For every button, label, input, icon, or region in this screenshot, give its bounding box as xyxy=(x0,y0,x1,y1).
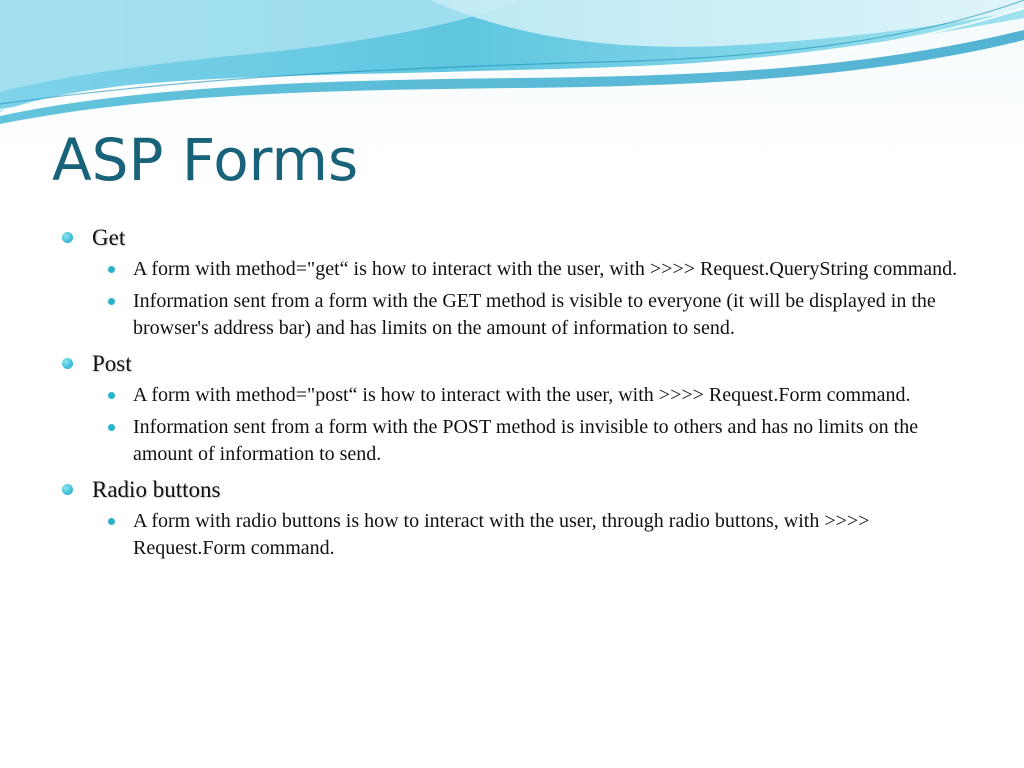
list-item xyxy=(92,508,982,562)
bullet-icon xyxy=(62,484,73,495)
section-post xyxy=(62,348,982,468)
list-item xyxy=(92,414,982,468)
section-heading: Get xyxy=(92,225,126,250)
sub-bullet-icon xyxy=(108,392,115,399)
section-heading: Radio buttons xyxy=(92,477,221,502)
slide-title: ASP Forms xyxy=(52,126,359,194)
bullet-icon xyxy=(62,232,73,243)
list-item-text: A form with radio buttons is how to interact with the user, through radio buttons, with >>>> Request.Form command. xyxy=(133,510,870,559)
sub-bullet-icon xyxy=(108,298,115,305)
sub-bullet-icon xyxy=(108,266,115,273)
sub-bullet-list xyxy=(92,256,982,342)
section-heading: Post xyxy=(92,351,132,376)
section-get xyxy=(62,222,982,342)
sub-bullet-list xyxy=(92,508,982,562)
decorative-wave-header xyxy=(0,0,1024,130)
sub-bullet-icon xyxy=(108,424,115,431)
list-item-text: A form with method="post“ is how to interact with the user, with >>>> Request.Form command. xyxy=(133,384,911,406)
list-item xyxy=(92,382,982,409)
sub-bullet-icon xyxy=(108,518,115,525)
section-radio-buttons xyxy=(62,474,982,562)
list-item xyxy=(92,288,982,342)
list-item xyxy=(92,256,982,283)
bullet-icon xyxy=(62,358,73,369)
list-item-text: A form with method="get“ is how to interact with the user, with >>>> Request.QueryString command. xyxy=(133,258,958,280)
sub-bullet-list xyxy=(92,382,982,468)
list-item-text: Information sent from a form with the GET method is visible to everyone (it will be displayed in the browser's address bar) and has limits on the amount of information to send. xyxy=(133,290,936,339)
bullet-list xyxy=(62,222,982,567)
list-item-text: Information sent from a form with the POST method is invisible to others and has no limits on the amount of information to send. xyxy=(133,416,919,465)
